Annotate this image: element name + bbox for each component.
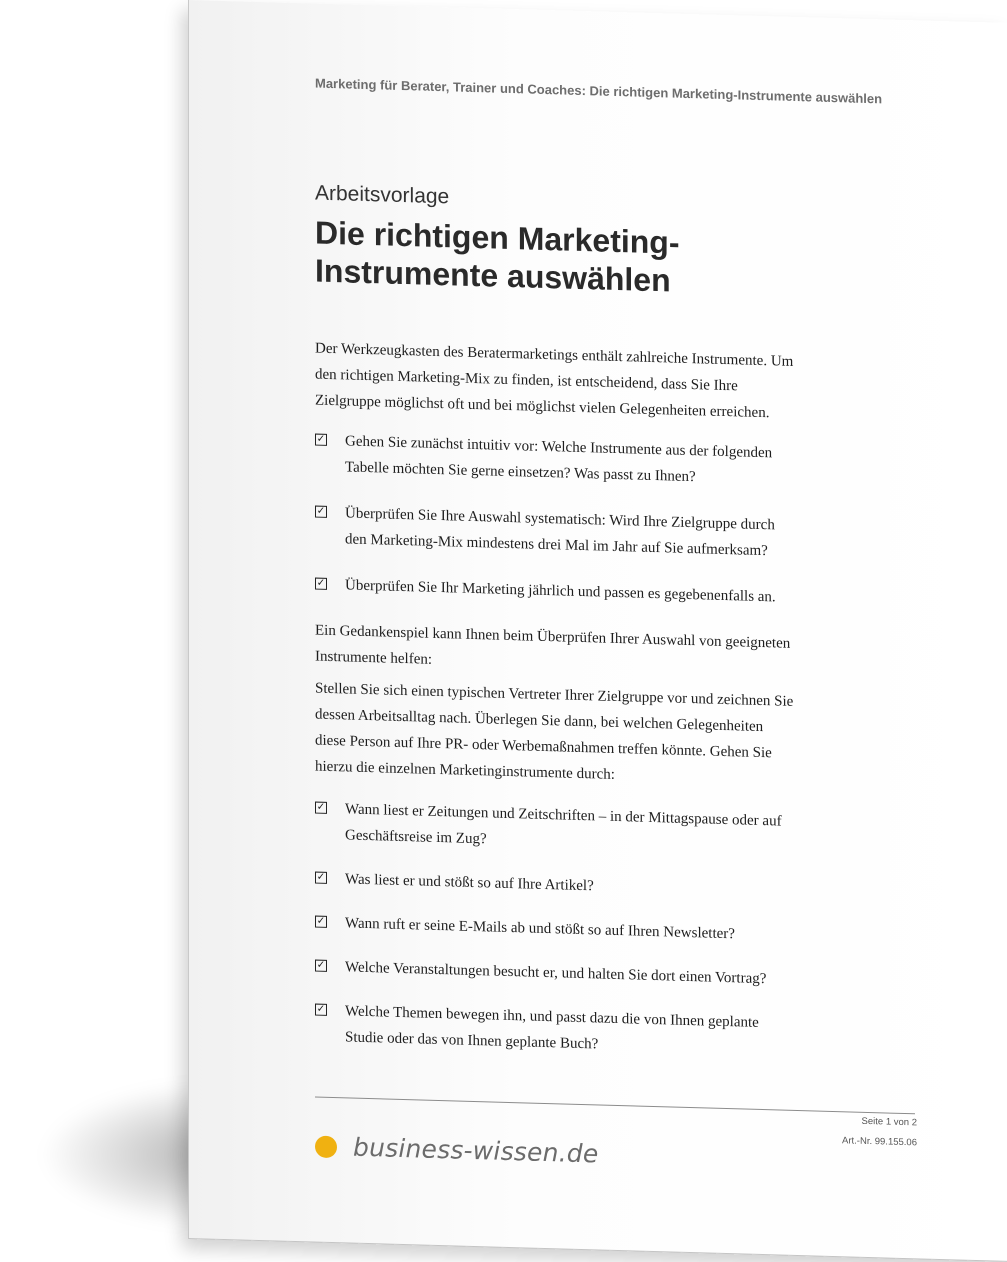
thought-experiment-paragraph: Ein Gedankenspiel kann Ihnen beim Überprüfen Ihrer Auswahl von geeigneten Instrumente helfen: (315, 622, 791, 668)
list-item (315, 866, 795, 905)
checkbox-checked-icon: ✓ (316, 577, 326, 589)
list-item (315, 954, 795, 993)
checklist-first (315, 428, 795, 611)
list-item-text: Welche Themen bewegen ihn, und passt dazu die von Ihnen geplante Studie oder das von Ihnen geplante Buch? (345, 1003, 759, 1053)
checkbox-checked-icon: ✓ (316, 871, 326, 883)
list-item (315, 572, 795, 611)
checkbox-checked-icon: ✓ (316, 505, 326, 517)
title-line-1: Die richtigen Marketing- (315, 214, 680, 261)
checklist-second (315, 796, 795, 1063)
list-item-text: Überprüfen Sie Ihre Auswahl systematisch: Wird Ihre Zielgruppe durch den Marketing-Mix mindestens drei Mal im Jahr auf Sie aufmerksam? (345, 505, 775, 560)
document-kicker: Arbeitsvorlage (315, 181, 450, 209)
title-line-2: Instrumente auswählen (315, 252, 671, 299)
document-body (315, 336, 795, 1081)
list-item (315, 796, 795, 861)
list-item-text: Gehen Sie zunächst intuitiv vor: Welche Instrumente aus der folgenden Tabelle möchten Sie gerne einsetzen? Was passt zu Ihnen? (345, 433, 773, 486)
document-title (315, 214, 795, 303)
checkbox-checked-icon: ✓ (316, 1003, 326, 1015)
logo-dot-icon (315, 1135, 337, 1158)
list-item-text: Überprüfen Sie Ihr Marketing jährlich und passen es gegebenenfalls an. (345, 577, 776, 606)
list-item (315, 998, 795, 1063)
checkbox-checked-icon: ✓ (316, 915, 326, 927)
running-header: Marketing für Berater, Trainer und Coaches: Die richtigen Marketing-Instrumente auswählen (315, 75, 883, 107)
checkbox-checked-icon: ✓ (316, 959, 326, 971)
page-number: Seite 1 von 2 (861, 1115, 917, 1129)
list-item (315, 910, 795, 949)
list-item (315, 500, 795, 565)
article-number: Art.-Nr. 99.155.06 (842, 1135, 917, 1149)
footer-meta (749, 1109, 917, 1154)
brand-logo (315, 1132, 598, 1169)
checkbox-checked-icon: ✓ (316, 801, 326, 813)
intro-paragraph: Der Werkzeugkasten des Beratermarketings enthält zahlreiche Instrumente. Um den richtigen Marketing-Mix zu finden, ist entscheidend, dass Sie Ihre Zielgruppe möglichst oft und bei möglichst vielen Gelegenheiten erreichen. (315, 340, 794, 422)
list-item-text: Wann ruft er seine E-Mails ab und stößt so auf Ihren Newsletter? (345, 915, 735, 943)
logo-text: business-wissen.de (353, 1132, 599, 1169)
instructions-paragraph: Stellen Sie sich einen typischen Vertreter Ihrer Zielgruppe vor und zeichnen Sie dessen Arbeitsalltag nach. Überlegen Sie dann, bei welchen Gelegenheiten diese Person auf Ihre PR- oder Werbemaßnahmen treffen könnte. Gehen Sie hierzu die einzelnen Marketinginstrumente durch: (315, 680, 794, 783)
list-item-text: Wann liest er Zeitungen und Zeitschriften – in der Mittagspause oder auf Geschäftsreise im Zug? (345, 801, 782, 848)
list-item-text: Welche Veranstaltungen besucht er, und halten Sie dort einen Vortrag? (345, 959, 767, 988)
list-item (315, 428, 795, 493)
checkbox-checked-icon: ✓ (316, 433, 326, 445)
list-item-text: Was liest er und stößt so auf Ihre Artikel? (345, 871, 594, 895)
document-page (188, 0, 1007, 1262)
